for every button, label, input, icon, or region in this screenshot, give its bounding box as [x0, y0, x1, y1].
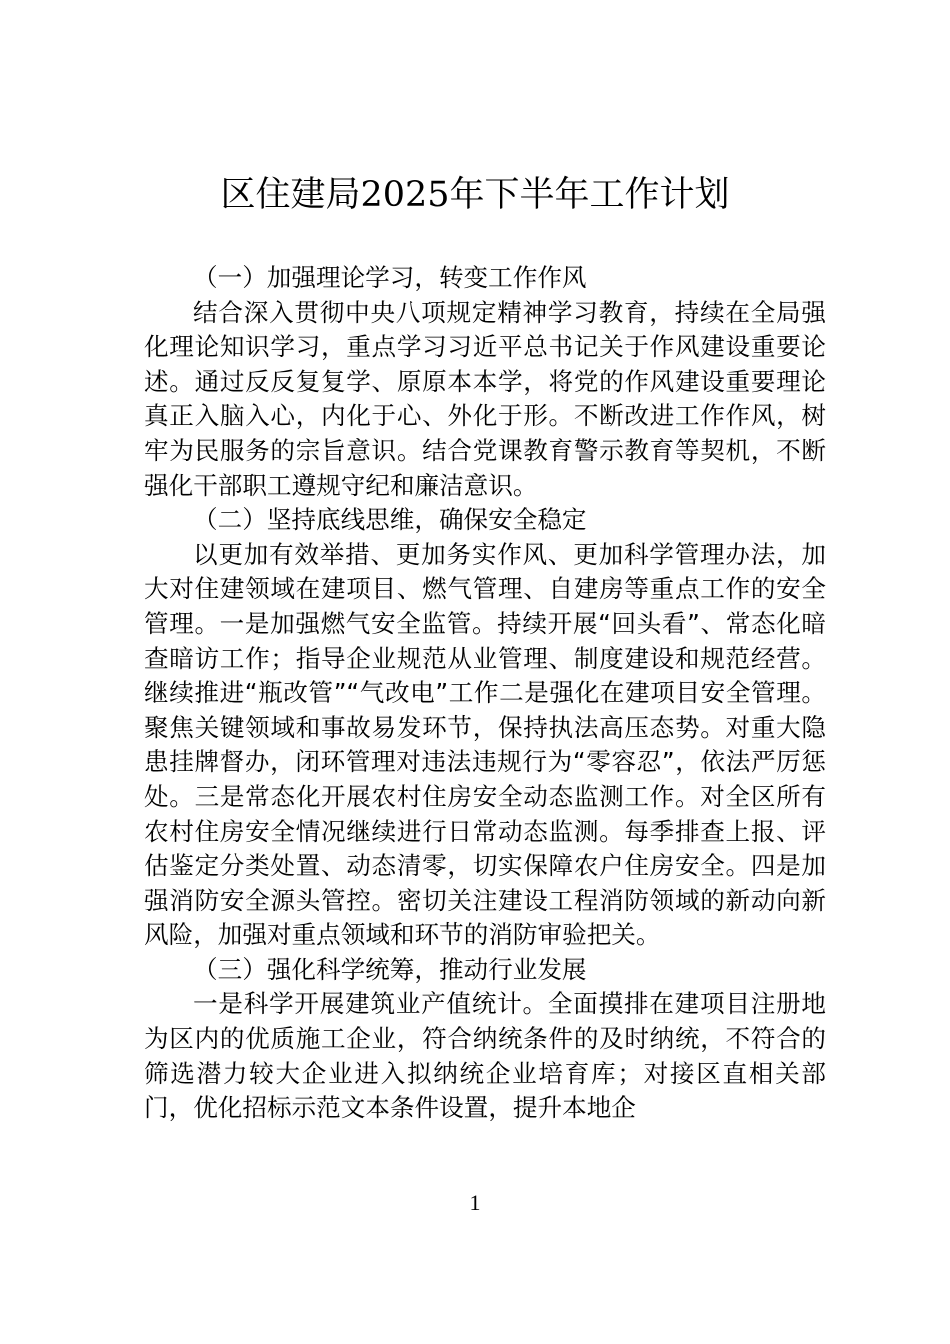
section-paragraph-3: 一是科学开展建筑业产值统计。全面摸排在建项目注册地为区内的优质施工企业，符合纳统条件的及时纳统，不符合的筛选潜力较大企业进入拟纳统企业培育库；对接区直相关部门，优化招标示范文本条件设置，提升本地企	[144, 989, 826, 1123]
page-number: 1	[469, 1190, 481, 1215]
section-paragraph-1: 结合深入贯彻中央八项规定精神学习教育，持续在全局强化理论知识学习，重点学习习近平总书记关于作风建设重要论述。通过反反复复学、原原本本学，将党的作风建设重要理论真正入脑入心，内化于心、外化于形。不断改进工作作风，树牢为民服务的宗旨意识。结合党课教育警示教育等契机，不断强化干部职工遵规守纪和廉洁意识。	[144, 297, 826, 500]
section-paragraph-2: 以更加有效举措、更加务实作风、更加科学管理办法，加大对住建领域在建项目、燃气管理、自建房等重点工作的安全管理。一是加强燃气安全监管。持续开展“回头看”、常态化暗查暗访工作；指导企业规范从业管理、制度建设和规范经营。继续推进“瓶改管”“气改电”工作二是强化在建项目安全管理。聚焦关键领域和事故易发环节，保持执法高压态势。对重大隐患挂牌督办，闭环管理对违法违规行为“零容忍”，依法严厉惩处。三是常态化开展农村住房安全动态监测工作。对全区所有农村住房安全情况继续进行日常动态监测。每季排查上报、评估鉴定分类处置、动态清零，切实保障农户住房安全。四是加强消防安全源头管控。密切关注建设工程消防领域的新动向新风险，加强对重点领域和环节的消防审验把关。	[144, 539, 827, 950]
document-title: 区住建局2025年下半年工作计划	[220, 175, 730, 215]
section-heading-1: （一）加强理论学习，转变工作作风	[193, 263, 587, 292]
document-body	[144, 261, 826, 1126]
section-heading-3: （三）强化科学统筹，推动行业发展	[193, 954, 587, 984]
section-heading-2: （二）坚持底线思维，确保安全稳定	[193, 505, 587, 535]
